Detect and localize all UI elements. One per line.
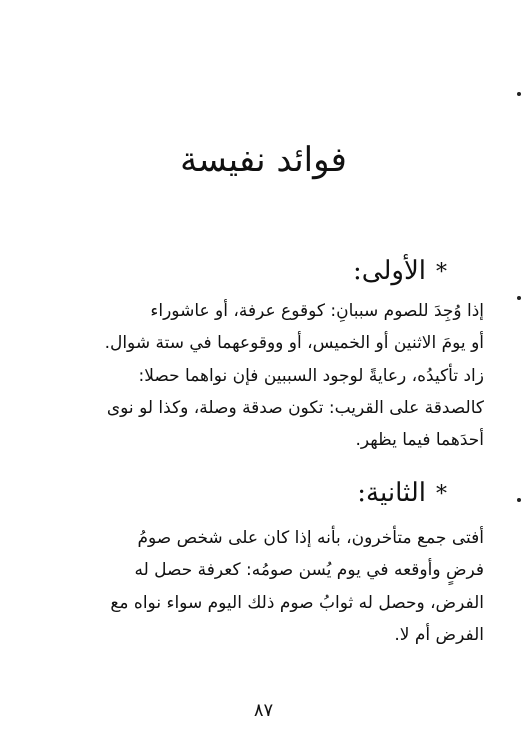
paragraph-second (44, 522, 484, 651)
text-line: كالصدقة على القريب: تكون صدقة وصلة، وكذا لو نوى (106, 397, 484, 418)
text-line: الفرض أم لا. (394, 624, 484, 645)
paragraph-first (44, 295, 484, 456)
text-line: فرضٍ وأوقعه في يوم يُسن صومُه: كعرفة حصل له (134, 560, 484, 581)
heading-text: الأولى: (353, 256, 426, 286)
margin-dot (517, 296, 521, 300)
margin-dot (517, 498, 521, 502)
text-line: أحدَهما فيما يظهر. (355, 430, 484, 451)
text-line: إذا وُجِدَ للصوم سببانِ: كوقوع عرفة، أو عاشوراء (150, 301, 484, 321)
section-heading-first (353, 256, 447, 286)
text-line: الفرض، وحصل له ثوابُ صوم ذلك اليوم سواء نواه مع (110, 592, 484, 613)
text-line: أو يومَ الاثنين أو الخميس، أو ووقوعهما في ستة شوال. (104, 333, 484, 354)
text-line: زاد تأكيدُه، رعايةً لوجود السببين فإن نواهما حصلا: (138, 365, 484, 386)
star-bullet: * (436, 482, 447, 507)
page-number: ٨٧ (253, 700, 274, 721)
section-heading-second (357, 478, 447, 508)
text-line: أفتى جمع متأخرون، بأنه إذا كان على شخص صومُ (137, 528, 484, 548)
heading-text: الثانية: (357, 478, 426, 508)
page-title: فوائد نفيسة (180, 140, 347, 180)
star-bullet: * (436, 260, 447, 285)
margin-dot (517, 92, 521, 96)
